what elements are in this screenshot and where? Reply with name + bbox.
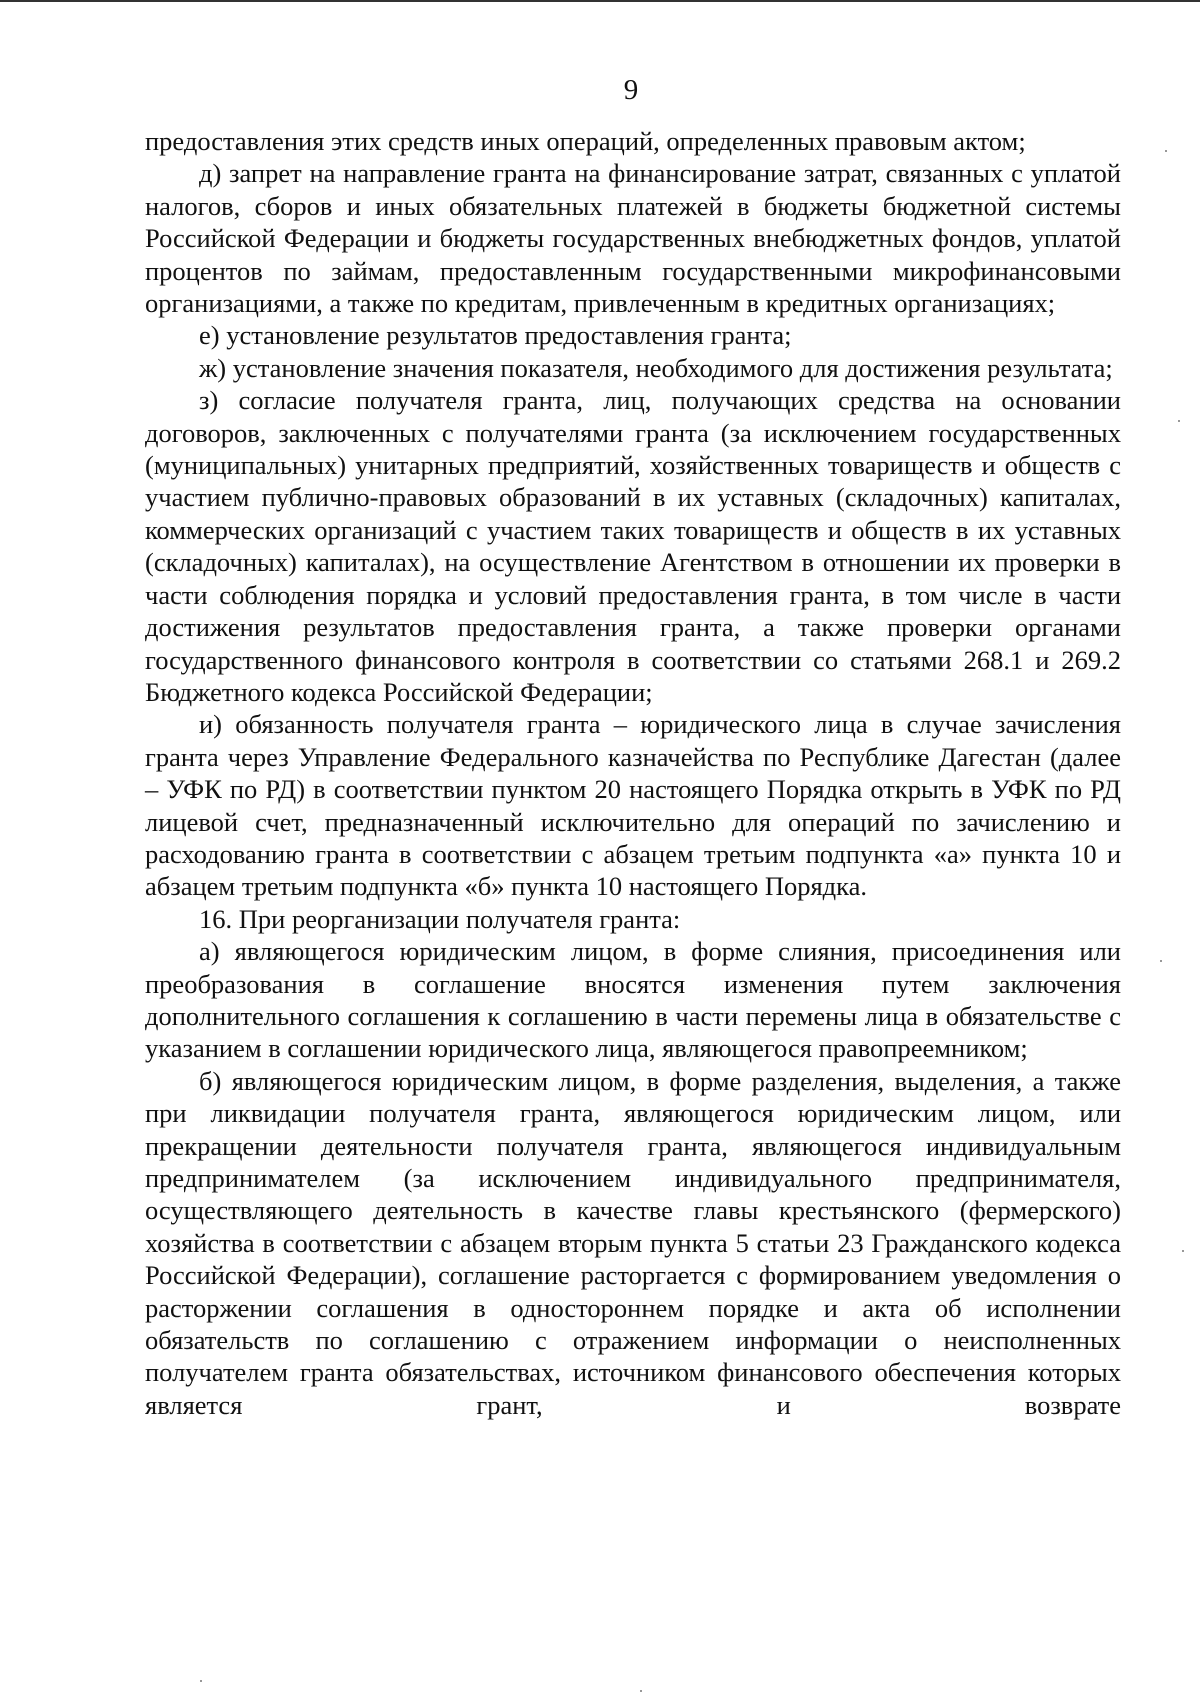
page-number: 9	[623, 74, 639, 106]
paragraph-item-zh: ж) установление значения показателя, необходимого для достижения результата;	[199, 352, 1113, 383]
paragraph-item-a: а) являющегося юридическим лицом, в форме слияния, присоединения или преобразования в соглашение вносятся изменения путем заключения дополнительного соглашения к соглашению в части перемены лица в обязательстве с указанием в соглашении юридического лица, являющегося правопреемником;	[145, 936, 1121, 1064]
paragraph-item-d: д) запрет на направление гранта на финансирование затрат, связанных с уплатой налогов, сборов и иных обязательных платежей в бюджеты бюджетной системы Российской Федерации и бюджеты государственных внебюджетных фондов, уплатой процентов по займам, предоставленным государственными микрофинансовыми организациями, а также по кредитам, привлеченным в кредитных организациях;	[145, 158, 1121, 319]
scan-speck	[640, 1690, 642, 1692]
scan-speck	[1178, 420, 1180, 422]
paragraph-item-i: и) обязанность получателя гранта – юридического лица в случае зачисления гранта через Управление Федерального казначейства по Республике Дагестан (далее – УФК по РД) в соответствии пунктом 20 настоящего Порядка открыть в УФК по РД лицевой счет, предназначенный исключительно для операций по зачислению и расходованию гранта в соответствии с абзацем третьим подпункта «а» пункта 10 и абзацем третьим подпункта «б» пункта 10 настоящего Порядка.	[145, 709, 1121, 902]
scan-speck	[1165, 150, 1167, 152]
scan-speck	[1160, 960, 1162, 962]
section-16-heading: 16. При реорганизации получателя гранта:	[199, 903, 681, 934]
scan-edge	[0, 0, 1200, 2]
scan-speck	[200, 1680, 202, 1682]
paragraph-continuation: предоставления этих средств иных операций, определенных правовым актом;	[145, 126, 1026, 156]
paragraph-item-z: з) согласие получателя гранта, лиц, получающих средства на основании договоров, заключенных с получателями гранта (за исключением государственных (муниципальных) унитарных предприятий, хозяйственных товариществ и обществ с участием публично-правовых образований в их уставных (складочных) капиталах, коммерческих организаций с участием таких товариществ и обществ в их уставных (складочных) капиталах), на осуществление Агентством в отношении их проверки в части соблюдения порядка и условий предоставления гранта, в том числе в части достижения результатов предоставления гранта, а также проверки органами государственного финансового контроля в соответствии со статьями 268.1 и 269.2 Бюджетного кодекса Российской Федерации;	[145, 385, 1121, 707]
scan-speck	[1182, 1250, 1184, 1252]
paragraph-item-e: е) установление результатов предоставления гранта;	[199, 320, 792, 351]
paragraph-item-b: б) являющегося юридическим лицом, в форме разделения, выделения, а также при ликвидации получателя гранта, являющегося юридическим лицом, или прекращении деятельности получателя гранта, являющегося индивидуальным предпринимателем (за исключением индивидуального предпринимателя, осуществляющего деятельность в качестве главы крестьянского (фермерского) хозяйства в соответствии с абзацем вторым пункта 5 статьи 23 Гражданского кодекса Российской Федерации), соглашение расторгается с формированием уведомления о расторжении соглашения в одностороннем порядке и акта об исполнении обязательств по соглашению с отражением информации о неисполненных получателем гранта обязательствах, источником финансового обеспечения которых является грант, и возврате	[145, 1065, 1121, 1420]
document-body	[145, 125, 1121, 1421]
